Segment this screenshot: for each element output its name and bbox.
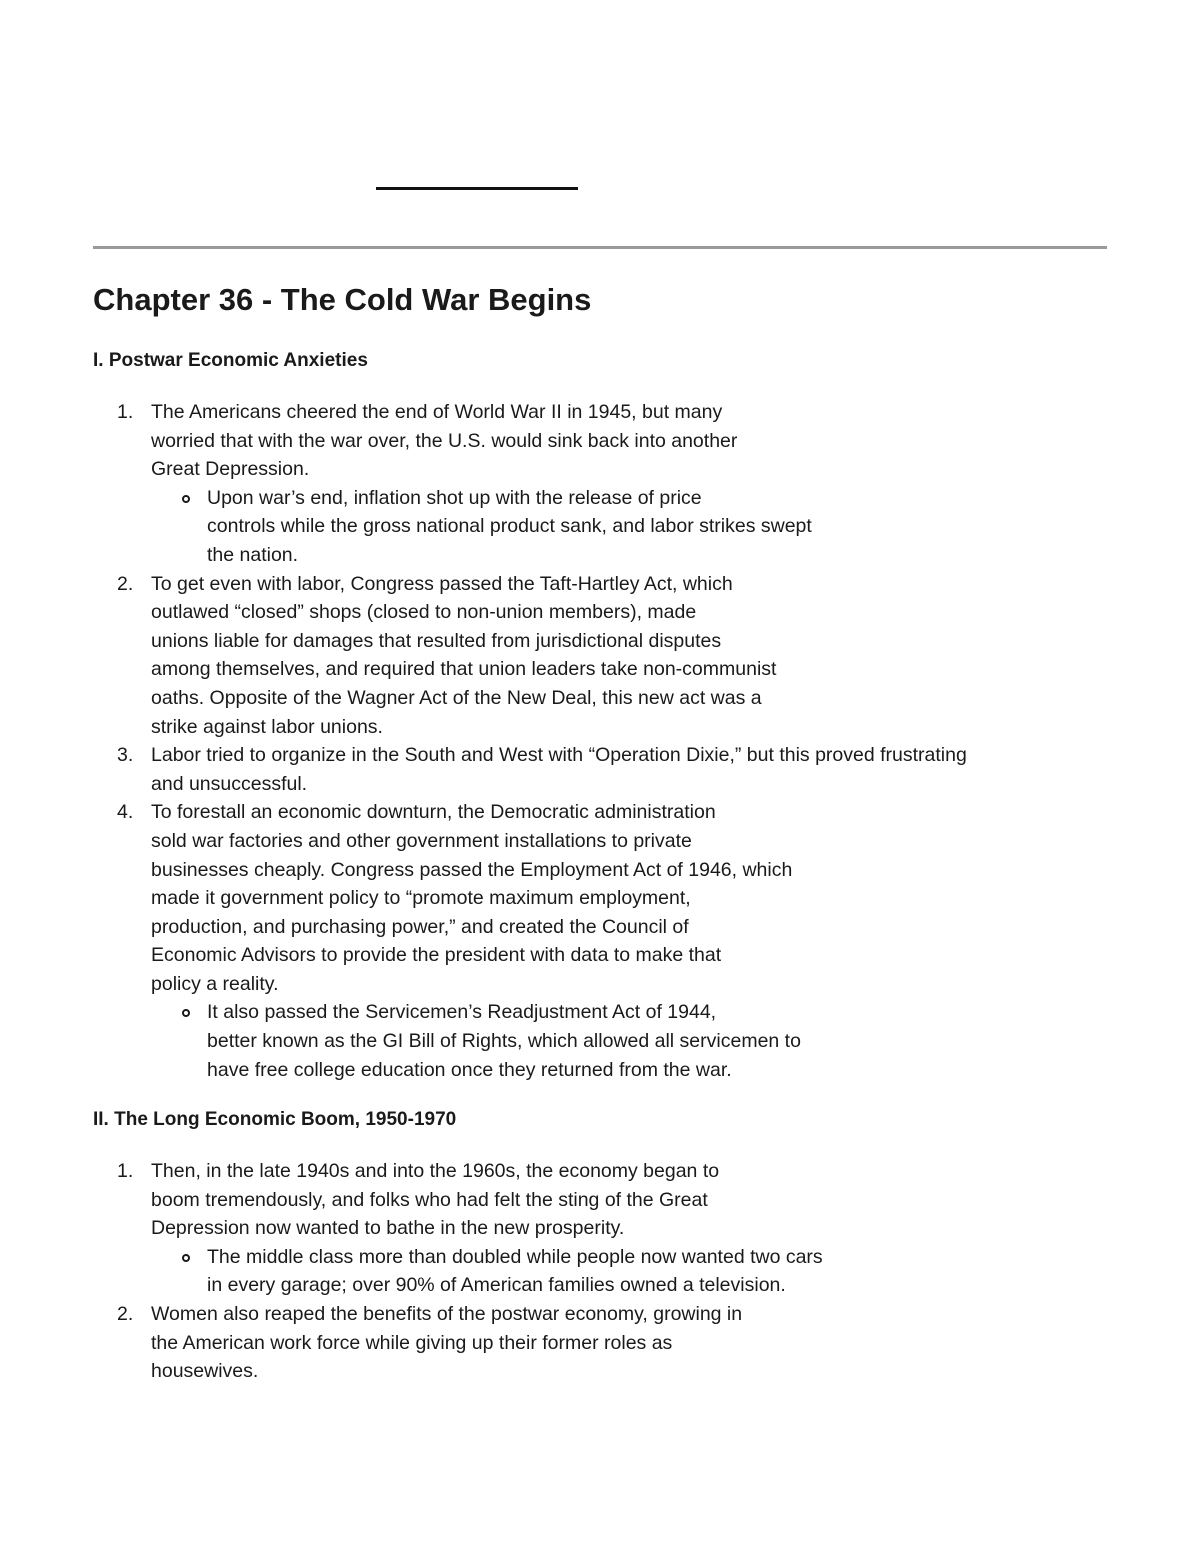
sub-bullet-item	[93, 998, 967, 1084]
list-item-text-line: worried that with the war over, the U.S. would sink back into another	[151, 429, 738, 452]
list-item-text-line: businesses cheaply. Congress passed the Employment Act of 1946, which	[151, 858, 793, 881]
list-item-text-line: made it government policy to “promote maximum employment,	[151, 887, 691, 910]
section-title: Postwar Economic Anxieties	[108, 350, 368, 371]
list-item-text-line: the American work force while giving up their former roles as	[151, 1331, 673, 1354]
sub-bullet-text-line: better known as the GI Bill of Rights, which allowed all servicemen to	[207, 1030, 801, 1053]
list-item-text-line: outlawed “closed” shops (closed to non-union members), made	[151, 601, 697, 624]
list-item	[93, 1300, 823, 1386]
list-item-text-line: To get even with labor, Congress passed the Taft-Hartley Act, which	[151, 572, 733, 595]
list-item-text-line: Labor tried to organize in the South and West with “Operation Dixie,” but this proved frustrating	[151, 744, 967, 767]
page-title: Chapter 36 - The Cold War Begins	[93, 282, 592, 317]
list-item-text-line: Great Depression.	[151, 458, 310, 481]
section-heading-2	[93, 1106, 456, 1134]
list-item	[93, 741, 967, 798]
section-1-list	[93, 398, 967, 1084]
list-item-text-line: oaths. Opposite of the Wagner Act of the New Deal, this new act was a	[151, 686, 762, 709]
list-item-text-line: Women also reaped the benefits of the postwar economy, growing in	[151, 1302, 743, 1325]
list-item-text-line: To forestall an economic downturn, the Democratic administration	[151, 801, 716, 824]
section-2-list	[93, 1157, 823, 1386]
list-item-text-line: Then, in the late 1940s and into the 1960s, the economy began to	[151, 1160, 720, 1182]
list-item-text-line: among themselves, and required that union leaders take non-communist	[151, 658, 777, 681]
section-numeral: I.	[93, 350, 104, 371]
list-item-number: 1.	[117, 401, 134, 423]
section-numeral: II.	[93, 1109, 109, 1130]
section-heading-1	[93, 347, 368, 375]
list-item-number: 3.	[117, 744, 134, 767]
sub-bullet-item	[93, 1243, 823, 1300]
list-item	[93, 570, 967, 742]
list-item-number: 2.	[117, 1302, 134, 1325]
list-item-text-line: boom tremendously, and folks who had felt the sting of the Great	[151, 1188, 708, 1211]
sub-bullet-text-line: have free college education once they returned from the war.	[207, 1058, 732, 1081]
list-item	[93, 1157, 823, 1300]
list-item-text-line: and unsuccessful.	[151, 772, 308, 795]
list-item-text-line: housewives.	[151, 1360, 259, 1383]
list-item-text-line: strike against labor unions.	[151, 715, 383, 738]
list-item-text-line: policy a reality.	[151, 972, 279, 995]
sub-bullet-text-line: It also passed the Servicemen’s Readjustment Act of 1944,	[207, 1001, 717, 1024]
list-item	[93, 798, 967, 1084]
list-item-number: 2.	[117, 572, 134, 595]
sub-bullet-text-line: Upon war’s end, inflation shot up with the release of price	[207, 486, 702, 509]
list-item-text-line: Depression now wanted to bathe in the new prosperity.	[151, 1217, 625, 1240]
top-signature-line	[376, 187, 578, 190]
list-item-text-line: sold war factories and other government installations to private	[151, 829, 692, 852]
sub-bullet-text-line: in every garage; over 90% of American families owned a television.	[207, 1274, 786, 1297]
list-item-text-line: The Americans cheered the end of World War II in 1945, but many	[151, 401, 723, 423]
sub-bullet-item	[93, 484, 967, 570]
list-item-number: 1.	[117, 1160, 134, 1182]
section-title: The Long Economic Boom, 1950-1970	[114, 1109, 457, 1130]
list-item-text-line: production, and purchasing power,” and created the Council of	[151, 915, 689, 938]
horizontal-rule	[93, 246, 1107, 249]
hollow-bullet-icon	[182, 1009, 190, 1017]
list-item	[93, 398, 967, 570]
list-item-number: 4.	[117, 801, 134, 824]
hollow-bullet-icon	[182, 1254, 190, 1262]
sub-bullet-text-line: the nation.	[207, 543, 299, 566]
sub-bullet-text-line: The middle class more than doubled while people now wanted two cars	[207, 1245, 823, 1268]
hollow-bullet-icon	[182, 495, 190, 503]
list-item-text-line: Economic Advisors to provide the president with data to make that	[151, 944, 722, 967]
sub-bullet-text-line: controls while the gross national product sank, and labor strikes swept	[207, 515, 812, 538]
list-item-text-line: unions liable for damages that resulted from jurisdictional disputes	[151, 629, 722, 652]
